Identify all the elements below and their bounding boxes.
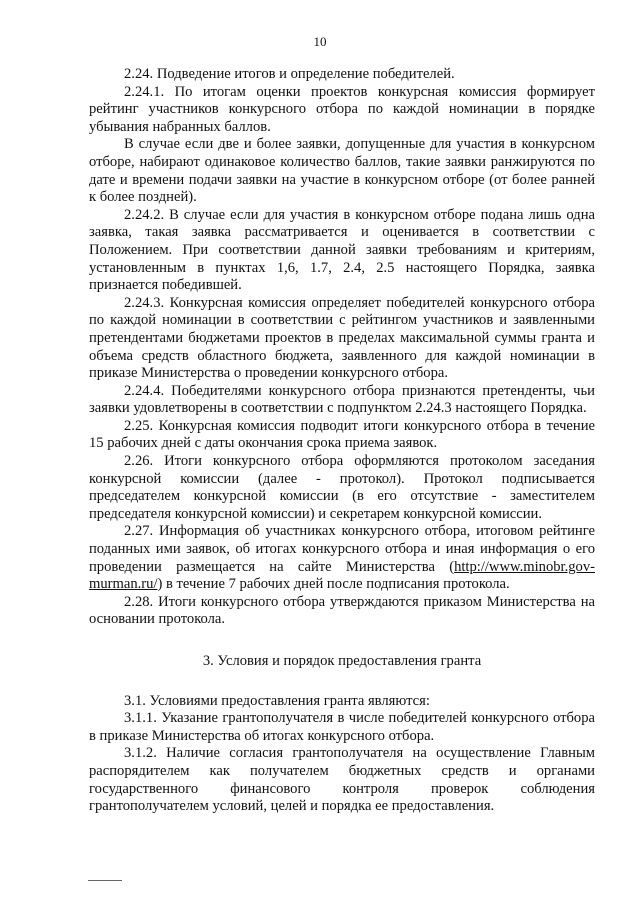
paragraph-2-24-1: 2.24.1. По итогам оценки проектов конкурсная комиссия формирует рейтинг участников конкурсного отбора по каждой номинации в порядке убывания набранных баллов. xyxy=(89,83,595,135)
paragraph-3-1-1: 3.1.1. Указание грантополучателя в числе победителей конкурсного отбора в приказе Министерства об итогах конкурсного отбора. xyxy=(89,710,595,744)
paragraph-2-26: 2.26. Итоги конкурсного отбора оформляются протоколом заседания конкурсной комиссии (далее - протокол). Протокол подписывается председателем конкурсной комиссии (в его отсутствие - заместителем председателя конкурсной комиссии) и секретарем конкурсной комиссии. xyxy=(89,453,595,522)
paragraph-2-24-4: 2.24.4. Победителями конкурсного отбора признаются претенденты, чьи заявки удовлетворены в соответствии с подпунктом 2.24.3 настоящего Порядка. xyxy=(89,382,595,417)
paragraph-3-1-2: 3.1.2. Наличие согласия грантополучателя на осуществление Главным распорядителем как получателем бюджетных средств и органами государственного финансового контроля проверок соблюдения грантополучателем условий, целей и порядка ее предоставления. xyxy=(89,745,595,815)
ministry-website-link[interactable]: http://www.minobr.gov-murman.ru/ xyxy=(89,558,595,593)
section-title: 3. Условия и порядок предоставления гранта xyxy=(202,653,482,669)
paragraph-2-25: 2.25. Конкурсная комиссия подводит итоги конкурсного отбора в течение 15 рабочих дней с даты окончания срока приема заявок. xyxy=(89,417,595,452)
document-body xyxy=(89,66,595,816)
paragraph-2-27-text-end: ) в течение 7 рабочих дней после подписания протокола. xyxy=(157,576,510,593)
paragraph-equal-scores: В случае если две и более заявки, допущенные для участия в конкурсном отборе, набирают одинаковое количество баллов, такие заявки ранжируются по дате и времени подачи заявки на участие в конкурсном отборе (от более ранней к более поздней). xyxy=(89,136,595,206)
paragraph-2-24-2: 2.24.2. В случае если для участия в конкурсном отборе подана лишь одна заявка, такая заявка рассматривается и оценивается в соответствии с Положением. При соответствии данной заявки требованиям и критериям, установленным в пунктах 1,6, 1.7, 2.4, 2.5 настоящего Порядка, заявка признается победившей. xyxy=(89,206,595,294)
paragraph-2-27-text-start: 2.27. Информация об участниках конкурсного отбора, итоговом рейтинге поданных ими заявок, об итогах конкурсного отбора и иная информация о его проведении размещается на сайте Министерства ( xyxy=(89,523,595,575)
page-number: 10 xyxy=(313,34,327,49)
paragraph-3-1: 3.1. Условиями предоставления гранта являются: xyxy=(124,692,430,709)
paragraph-2-24: 2.24. Подведение итогов и определение победителей. xyxy=(124,66,455,82)
paragraph-2-24-3: 2.24.3. Конкурсная комиссия определяет победителей конкурсного отбора по каждой номинации в соответствии с рейтингом участников и заявленными претендентами бюджетами проектов в пределах максимальной суммы гранта и объема средств областного бюджета, заявленного для каждой номинации в приказе Министерства о проведении конкурсного отбора. xyxy=(89,294,595,382)
footer-rule xyxy=(88,880,122,881)
paragraph-2-27 xyxy=(89,523,595,593)
paragraph-2-28: 2.28. Итоги конкурсного отбора утверждаются приказом Министерства на основании протокола. xyxy=(89,593,595,628)
